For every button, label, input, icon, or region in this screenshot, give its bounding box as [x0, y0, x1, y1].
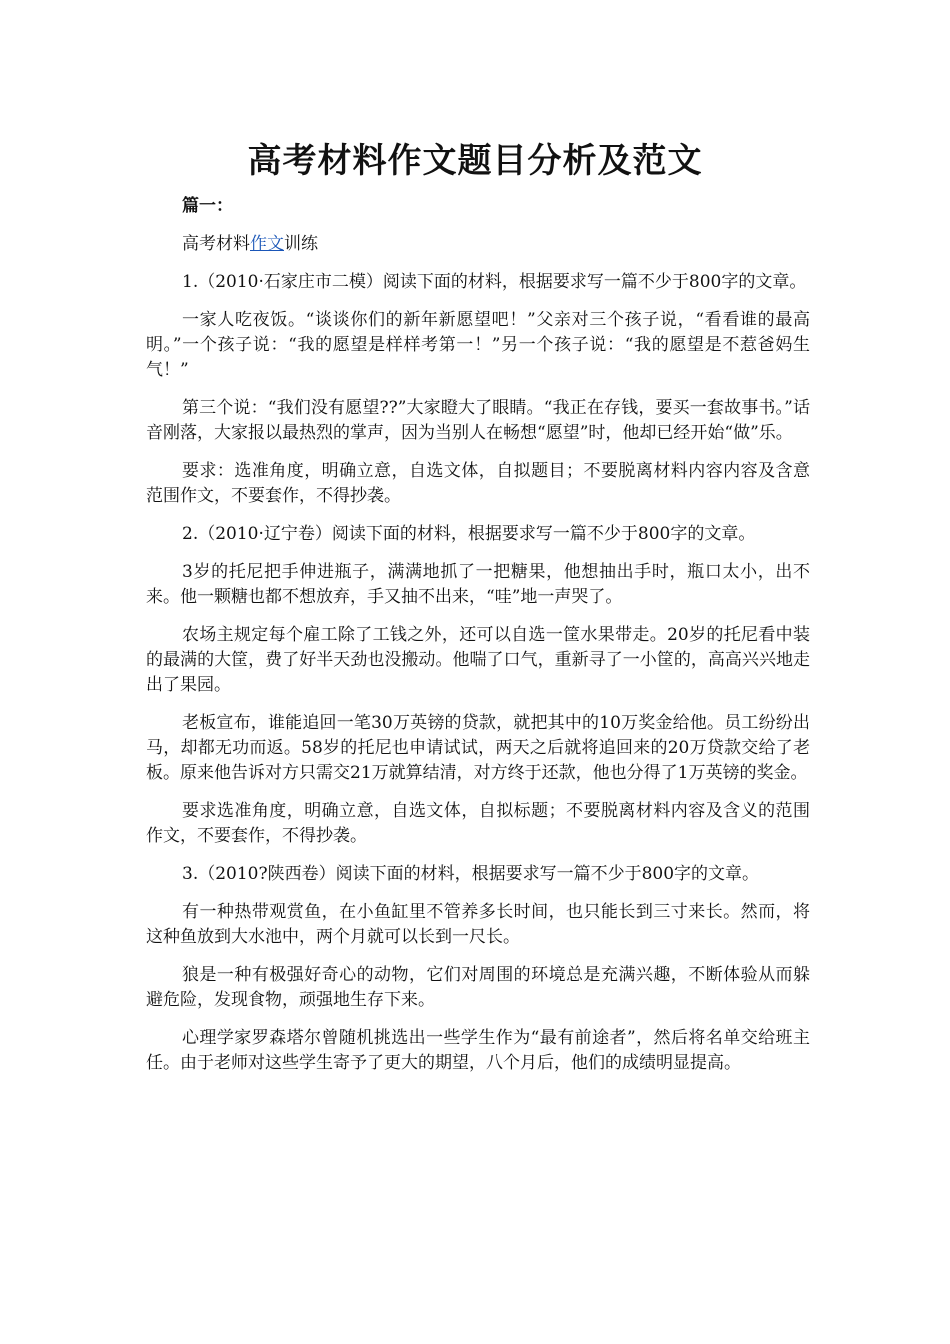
paragraph: 3岁的托尼把手伸进瓶子，满满地抓了一把糖果，他想抽出手时，瓶口太小，出不来。他一颗糖也都不想放弃，手又抽不出来，“哇”地一声哭了。 [146, 562, 810, 607]
paragraph: 心理学家罗森塔尔曾随机挑选出一些学生作为“最有前途者”，然后将名单交给班主任。由于老师对这些学生寄予了更大的期望，八个月后，他们的成绩明显提高。 [146, 1028, 810, 1073]
paragraph: 1.（2010·石家庄市二模）阅读下面的材料，根据要求写一篇不少于800字的文章。 [182, 272, 807, 292]
paragraph: 要求：选准角度，明确立意，自选文体，自拟题目；不要脱离材料内容内容及含意范围作文，不要套作，不得抄袭。 [146, 461, 810, 506]
paragraph: 老板宣布，谁能追回一笔30万英镑的贷款，就把其中的10万奖金给他。员工纷纷出马，却都无功而返。58岁的托尼也申请试试，两天之后就将追回来的20万贷款交给了老板。原来他告诉对方只需交21万就算结清，对方终于还款，他也分得了1万英镑的奖金。 [146, 713, 810, 783]
document-title: 高考材料作文题目分析及范文 [247, 141, 703, 181]
paragraph: 2.（2010·辽宁卷）阅读下面的材料，根据要求写一篇不少于800字的文章。 [182, 524, 756, 544]
subtitle-prefix: 高考材料 [182, 234, 250, 254]
paragraph: 狼是一种有极强好奇心的动物，它们对周围的环境总是充满兴趣，不断体验从而躲避危险，发现食物，顽强地生存下来。 [146, 965, 810, 1010]
subtitle-suffix: 训练 [284, 234, 318, 254]
document-body [146, 194, 810, 1089]
paragraph: 一家人吃夜饭。“谈谈你们的新年新愿望吧！”父亲对三个孩子说，“看看谁的最高明。”一个孩子说：“我的愿望是样样考第一！”另一个孩子说：“我的愿望是不惹爸妈生气！” [146, 310, 810, 380]
paragraph: 3.（2010?陕西卷）阅读下面的材料，根据要求写一篇不少于800字的文章。 [182, 864, 760, 884]
paragraph: 农场主规定每个雇工除了工钱之外，还可以自选一筐水果带走。20岁的托尼看中装的最满的大筐，费了好半天劲也没搬动。他喘了口气，重新寻了一小筐的，高高兴兴地走出了果园。 [146, 625, 810, 695]
essay-link[interactable]: 作文 [250, 234, 284, 254]
paragraph: 有一种热带观赏鱼，在小鱼缸里不管养多长时间，也只能长到三寸来长。然而，将这种鱼放到大水池中，两个月就可以长到一尺长。 [146, 902, 810, 947]
paragraph: 要求选准角度，明确立意，自选文体，自拟标题；不要脱离材料内容及含义的范围作文，不要套作，不得抄袭。 [146, 801, 810, 846]
subtitle-line [146, 232, 810, 257]
section-label: 篇一： [182, 196, 233, 216]
paragraph: 第三个说：“我们没有愿望??”大家瞪大了眼睛。“我正在存钱，要买一套故事书。”话音刚落，大家报以最热烈的掌声，因为当别人在畅想“愿望”时，他却已经开始“做”乐。 [146, 398, 810, 443]
